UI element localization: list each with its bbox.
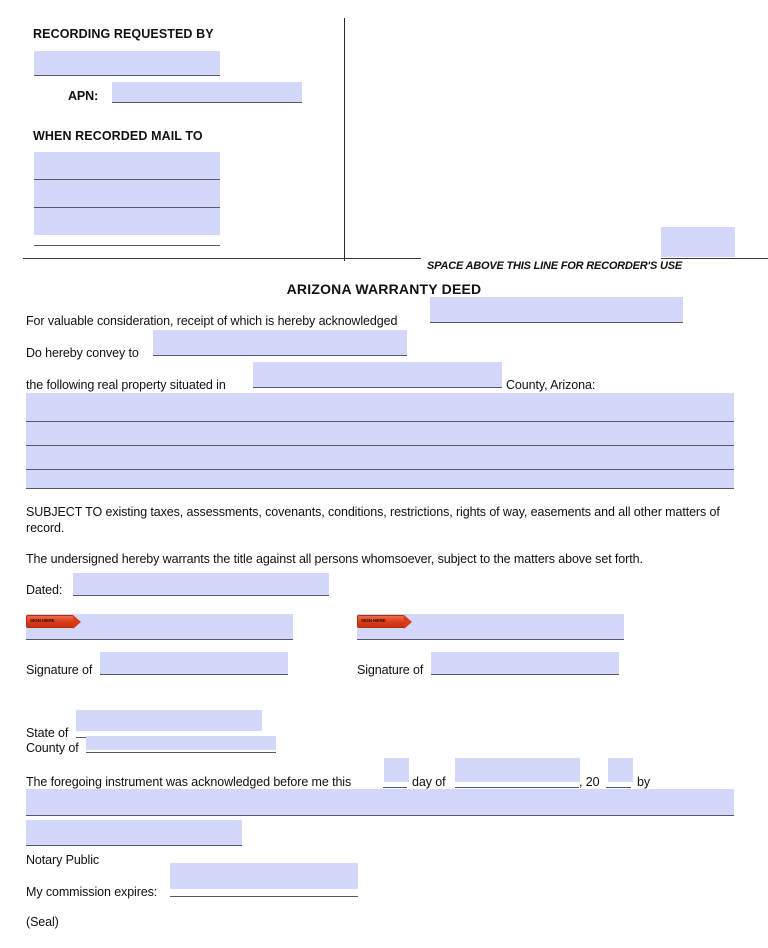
header-vertical-divider [344, 18, 345, 261]
recording-requested-by-label: RECORDING REQUESTED BY [33, 27, 214, 41]
state-of-input[interactable] [76, 710, 262, 731]
mail-to-line-2-input[interactable] [34, 180, 220, 207]
signature-of-label-left: Signature of [26, 663, 93, 677]
notary-public-label: Notary Public [26, 853, 100, 867]
legal-description-line-2-input[interactable] [26, 422, 734, 445]
convey-to-input[interactable] [153, 330, 407, 355]
convey-to-label: Do hereby convey to [26, 346, 139, 360]
sign-here-arrow-icon [404, 615, 412, 629]
apn-input[interactable] [112, 82, 302, 102]
ack-day-rule [383, 787, 407, 788]
apn-rule [112, 102, 302, 103]
legal-description-line-4-rule [26, 488, 734, 489]
sign-here-arrow-icon [73, 615, 81, 629]
signature-left-rule [26, 639, 293, 640]
sign-here-tag-left[interactable] [26, 615, 74, 628]
printed-name-left-rule [100, 674, 288, 675]
signature-of-label-right: Signature of [357, 663, 424, 677]
ack-month-input[interactable] [455, 758, 580, 782]
commission-expires-input[interactable] [170, 863, 358, 889]
legal-description-line-1-input[interactable] [26, 393, 734, 421]
printed-name-right-rule [431, 674, 619, 675]
commission-expires-rule [170, 896, 358, 897]
ack-month-rule [455, 787, 579, 788]
sign-here-tag-right[interactable] [357, 615, 405, 628]
ack-person-rule [26, 815, 734, 816]
mail-to-line-1-input[interactable] [34, 152, 220, 179]
acknowledgment-part-2: day of [412, 775, 446, 789]
notary-signature-input[interactable] [26, 820, 242, 845]
recording-requested-by-rule [34, 75, 220, 76]
county-of-input[interactable] [86, 736, 276, 750]
acknowledgment-part-1: The foregoing instrument was acknowledged before me this [26, 775, 352, 789]
county-input[interactable] [253, 362, 502, 387]
county-of-rule [86, 752, 276, 753]
acknowledgment-part-4: by [637, 775, 651, 789]
printed-name-right-input[interactable] [431, 652, 619, 674]
convey-to-rule [153, 355, 407, 356]
mail-to-line-3-rule [34, 245, 220, 246]
sign-here-tag-right-label: SIGN HERE [361, 617, 386, 624]
seal-label: (Seal) [26, 915, 59, 929]
warrants-paragraph: The undersigned hereby warrants the title against all persons whomsoever, subject to the matters above set forth. [26, 552, 643, 566]
consideration-rule [430, 322, 683, 323]
subject-to-paragraph: SUBJECT TO existing taxes, assessments, covenants, conditions, restrictions, rights of way, easements and all other matters of record. [26, 505, 720, 535]
sign-here-tag-left-label: SIGN HERE [30, 617, 55, 624]
dated-input[interactable] [73, 573, 329, 595]
county-of-label: County of [26, 741, 79, 755]
county-arizona-label: County, Arizona: [506, 378, 596, 392]
page-title: ARIZONA WARRANTY DEED [286, 281, 482, 297]
recorder-use-note: SPACE ABOVE THIS LINE FOR RECORDER'S USE [427, 260, 682, 272]
legal-description-line-3-input[interactable] [26, 446, 734, 469]
legal-description-line-4-input[interactable] [26, 470, 734, 488]
recorder-use-input[interactable] [661, 227, 735, 257]
consideration-label: For valuable consideration, receipt of which is hereby acknowledged [26, 314, 398, 328]
signature-right-rule [357, 639, 624, 640]
ack-person-input[interactable] [26, 789, 734, 815]
header-bottom-divider [23, 258, 421, 259]
dated-rule [73, 595, 329, 596]
ack-day-input[interactable] [384, 758, 409, 782]
printed-name-left-input[interactable] [100, 652, 288, 674]
dated-label: Dated: [26, 583, 63, 597]
apn-label: APN: [68, 89, 99, 103]
commission-expires-label: My commission expires: [26, 885, 158, 899]
ack-year-input[interactable] [608, 758, 633, 782]
consideration-input[interactable] [430, 297, 683, 322]
when-recorded-mail-to-label: WHEN RECORDED MAIL TO [33, 129, 203, 143]
notary-signature-rule [26, 845, 242, 846]
property-situated-label: the following real property situated in [26, 378, 226, 392]
county-rule [253, 387, 502, 388]
recording-requested-by-input[interactable] [34, 51, 220, 75]
state-of-label: State of [26, 726, 69, 740]
acknowledgment-part-3: , 20 [579, 775, 600, 789]
mail-to-line-3-input[interactable] [34, 208, 220, 235]
ack-year-rule [606, 787, 631, 788]
